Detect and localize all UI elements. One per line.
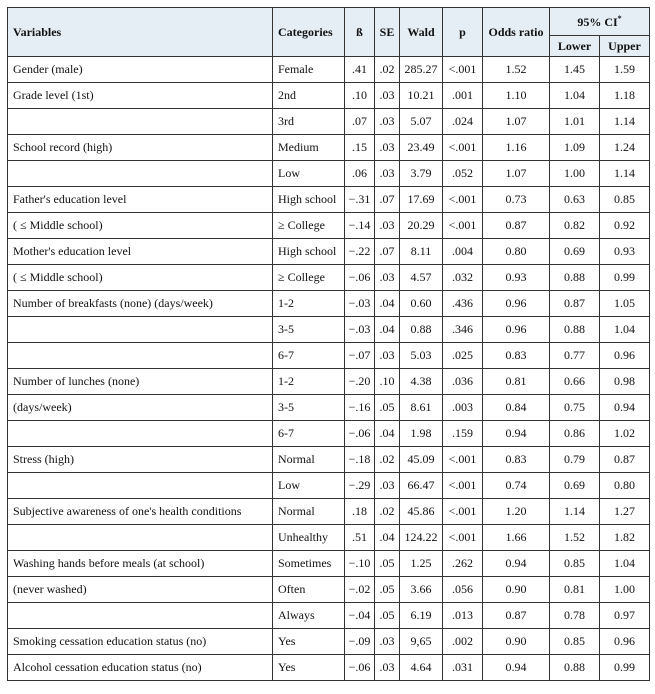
cell-beta: −.10 xyxy=(345,551,375,577)
cell-ci-lower: 1.14 xyxy=(550,499,600,525)
cell-ci-upper: 0.98 xyxy=(600,369,650,395)
cell-se: .05 xyxy=(375,577,400,603)
cell-se: .05 xyxy=(375,603,400,629)
header-odds-ratio: Odds ratio xyxy=(483,8,550,57)
cell-se: .03 xyxy=(375,161,400,187)
cell-category: Sometimes xyxy=(273,551,345,577)
cell-wald: 4.57 xyxy=(400,265,443,291)
cell-ci-lower: 0.75 xyxy=(550,395,600,421)
cell-ci-lower: 0.88 xyxy=(550,317,600,343)
cell-ci-lower: 1.01 xyxy=(550,109,600,135)
cell-beta: −.02 xyxy=(345,577,375,603)
cell-p: .052 xyxy=(443,161,483,187)
cell-beta: −.06 xyxy=(345,421,375,447)
cell-odds-ratio: 0.94 xyxy=(483,551,550,577)
table-row xyxy=(8,109,650,135)
cell-variable xyxy=(8,473,273,499)
cell-se: .04 xyxy=(375,525,400,551)
table-row xyxy=(8,135,650,161)
cell-p: <.001 xyxy=(443,447,483,473)
cell-p: .003 xyxy=(443,395,483,421)
cell-p: <.001 xyxy=(443,57,483,83)
cell-category: Female xyxy=(273,57,345,83)
cell-wald: 0.88 xyxy=(400,317,443,343)
table-row xyxy=(8,317,650,343)
cell-variable: Number of lunches (none) xyxy=(8,369,273,395)
cell-ci-upper: 1.27 xyxy=(600,499,650,525)
cell-p: .031 xyxy=(443,655,483,681)
cell-p: .436 xyxy=(443,291,483,317)
header-ci xyxy=(550,8,650,36)
cell-wald: 8.61 xyxy=(400,395,443,421)
cell-category: 3-5 xyxy=(273,317,345,343)
cell-category: Low xyxy=(273,473,345,499)
table-row xyxy=(8,187,650,213)
cell-p: .024 xyxy=(443,109,483,135)
cell-wald: 6.19 xyxy=(400,603,443,629)
cell-wald: 3.79 xyxy=(400,161,443,187)
cell-variable: ( ≤ Middle school) xyxy=(8,265,273,291)
cell-wald: 10.21 xyxy=(400,83,443,109)
cell-category: ≥ College xyxy=(273,213,345,239)
cell-beta: −.14 xyxy=(345,213,375,239)
cell-variable: Grade level (1st) xyxy=(8,83,273,109)
cell-variable xyxy=(8,343,273,369)
cell-odds-ratio: 1.66 xyxy=(483,525,550,551)
cell-variable xyxy=(8,109,273,135)
cell-odds-ratio: 0.93 xyxy=(483,265,550,291)
cell-odds-ratio: 0.81 xyxy=(483,369,550,395)
cell-ci-lower: 0.87 xyxy=(550,291,600,317)
cell-ci-upper: 1.24 xyxy=(600,135,650,161)
cell-odds-ratio: 0.94 xyxy=(483,655,550,681)
cell-ci-lower: 0.88 xyxy=(550,265,600,291)
table-row xyxy=(8,447,650,473)
cell-p: .032 xyxy=(443,265,483,291)
cell-beta: .06 xyxy=(345,161,375,187)
cell-wald: 5.03 xyxy=(400,343,443,369)
cell-wald: 45.09 xyxy=(400,447,443,473)
cell-se: .03 xyxy=(375,83,400,109)
cell-ci-upper: 0.80 xyxy=(600,473,650,499)
cell-beta: −.20 xyxy=(345,369,375,395)
cell-category: High school xyxy=(273,187,345,213)
cell-beta: −.06 xyxy=(345,265,375,291)
table-body xyxy=(8,57,650,681)
cell-odds-ratio: 0.94 xyxy=(483,421,550,447)
cell-wald: 4.64 xyxy=(400,655,443,681)
cell-wald: 1.25 xyxy=(400,551,443,577)
cell-wald: 8.11 xyxy=(400,239,443,265)
cell-category: Yes xyxy=(273,629,345,655)
cell-odds-ratio: 0.84 xyxy=(483,395,550,421)
cell-p: .346 xyxy=(443,317,483,343)
cell-ci-lower: 0.69 xyxy=(550,473,600,499)
cell-p: .013 xyxy=(443,603,483,629)
cell-ci-lower: 0.78 xyxy=(550,603,600,629)
cell-wald: 45.86 xyxy=(400,499,443,525)
table-row xyxy=(8,83,650,109)
cell-odds-ratio: 0.90 xyxy=(483,577,550,603)
cell-odds-ratio: 0.73 xyxy=(483,187,550,213)
table-row xyxy=(8,291,650,317)
cell-p: .001 xyxy=(443,83,483,109)
cell-category: Low xyxy=(273,161,345,187)
header-variables: Variables xyxy=(8,8,273,57)
cell-ci-lower: 1.45 xyxy=(550,57,600,83)
cell-wald: 5.07 xyxy=(400,109,443,135)
cell-ci-lower: 0.69 xyxy=(550,239,600,265)
cell-ci-upper: 1.04 xyxy=(600,317,650,343)
cell-variable xyxy=(8,317,273,343)
header-p: p xyxy=(443,8,483,57)
cell-odds-ratio: 0.87 xyxy=(483,213,550,239)
cell-ci-upper: 1.00 xyxy=(600,577,650,603)
cell-beta: −.06 xyxy=(345,655,375,681)
cell-ci-upper: 1.02 xyxy=(600,421,650,447)
cell-beta: −.07 xyxy=(345,343,375,369)
cell-odds-ratio: 1.07 xyxy=(483,161,550,187)
cell-category: Normal xyxy=(273,499,345,525)
cell-beta: .10 xyxy=(345,83,375,109)
cell-odds-ratio: 0.87 xyxy=(483,603,550,629)
cell-variable: Alcohol cessation education status (no) xyxy=(8,655,273,681)
cell-p: .025 xyxy=(443,343,483,369)
cell-beta: −.31 xyxy=(345,187,375,213)
cell-variable: Smoking cessation education status (no) xyxy=(8,629,273,655)
cell-ci-upper: 0.99 xyxy=(600,655,650,681)
cell-beta: .51 xyxy=(345,525,375,551)
cell-se: .03 xyxy=(375,655,400,681)
cell-odds-ratio: 0.96 xyxy=(483,317,550,343)
cell-ci-upper: 0.85 xyxy=(600,187,650,213)
cell-wald: 124.22 xyxy=(400,525,443,551)
cell-ci-lower: 0.66 xyxy=(550,369,600,395)
header-ci-footnote-mark: * xyxy=(617,13,622,23)
cell-se: .03 xyxy=(375,473,400,499)
cell-ci-upper: 0.96 xyxy=(600,343,650,369)
cell-category: 6-7 xyxy=(273,343,345,369)
table-row xyxy=(8,213,650,239)
cell-se: .03 xyxy=(375,135,400,161)
cell-ci-lower: 0.63 xyxy=(550,187,600,213)
cell-category: Often xyxy=(273,577,345,603)
cell-category: 3-5 xyxy=(273,395,345,421)
cell-odds-ratio: 0.90 xyxy=(483,629,550,655)
cell-se: .03 xyxy=(375,629,400,655)
cell-variable xyxy=(8,603,273,629)
cell-wald: 23.49 xyxy=(400,135,443,161)
cell-ci-upper: 1.82 xyxy=(600,525,650,551)
cell-se: .05 xyxy=(375,551,400,577)
cell-ci-lower: 0.79 xyxy=(550,447,600,473)
cell-se: .04 xyxy=(375,291,400,317)
table-row xyxy=(8,265,650,291)
cell-beta: −.09 xyxy=(345,629,375,655)
cell-p: <.001 xyxy=(443,187,483,213)
cell-odds-ratio: 0.74 xyxy=(483,473,550,499)
table-row xyxy=(8,343,650,369)
cell-ci-upper: 0.93 xyxy=(600,239,650,265)
cell-variable: Mother's education level xyxy=(8,239,273,265)
cell-se: .03 xyxy=(375,343,400,369)
cell-ci-upper: 1.14 xyxy=(600,109,650,135)
cell-category: 3rd xyxy=(273,109,345,135)
cell-ci-lower: 0.88 xyxy=(550,655,600,681)
table-row xyxy=(8,525,650,551)
cell-se: .07 xyxy=(375,187,400,213)
cell-category: 1-2 xyxy=(273,369,345,395)
cell-variable: (days/week) xyxy=(8,395,273,421)
cell-ci-upper: 1.59 xyxy=(600,57,650,83)
cell-p: .262 xyxy=(443,551,483,577)
cell-variable: Gender (male) xyxy=(8,57,273,83)
cell-variable: School record (high) xyxy=(8,135,273,161)
cell-odds-ratio: 1.16 xyxy=(483,135,550,161)
table-row xyxy=(8,577,650,603)
cell-ci-lower: 0.82 xyxy=(550,213,600,239)
cell-ci-lower: 0.81 xyxy=(550,577,600,603)
cell-category: 6-7 xyxy=(273,421,345,447)
cell-category: 1-2 xyxy=(273,291,345,317)
cell-wald: 3.66 xyxy=(400,577,443,603)
cell-wald: 1.98 xyxy=(400,421,443,447)
header-wald: Wald xyxy=(400,8,443,57)
table-row xyxy=(8,369,650,395)
cell-ci-lower: 1.52 xyxy=(550,525,600,551)
cell-variable xyxy=(8,525,273,551)
cell-p: <.001 xyxy=(443,473,483,499)
table-row xyxy=(8,473,650,499)
cell-wald: 4.38 xyxy=(400,369,443,395)
cell-ci-upper: 0.99 xyxy=(600,265,650,291)
cell-se: .03 xyxy=(375,213,400,239)
cell-odds-ratio: 1.10 xyxy=(483,83,550,109)
cell-se: .10 xyxy=(375,369,400,395)
regression-table xyxy=(7,7,650,681)
cell-wald: 66.47 xyxy=(400,473,443,499)
header-ci-label: 95% CI xyxy=(577,14,618,29)
cell-category: Always xyxy=(273,603,345,629)
cell-se: .02 xyxy=(375,499,400,525)
cell-p: <.001 xyxy=(443,213,483,239)
cell-p: <.001 xyxy=(443,135,483,161)
cell-wald: 9,65 xyxy=(400,629,443,655)
cell-beta: .18 xyxy=(345,499,375,525)
cell-category: Normal xyxy=(273,447,345,473)
cell-ci-upper: 1.04 xyxy=(600,551,650,577)
cell-p: .159 xyxy=(443,421,483,447)
table-row xyxy=(8,629,650,655)
cell-variable xyxy=(8,421,273,447)
cell-beta: −.03 xyxy=(345,317,375,343)
cell-p: <.001 xyxy=(443,525,483,551)
cell-p: .002 xyxy=(443,629,483,655)
cell-category: High school xyxy=(273,239,345,265)
cell-p: .004 xyxy=(443,239,483,265)
cell-category: 2nd xyxy=(273,83,345,109)
cell-variable: Subjective awareness of one's health conditions xyxy=(8,499,273,525)
cell-beta: −.16 xyxy=(345,395,375,421)
table-row xyxy=(8,239,650,265)
cell-se: .05 xyxy=(375,395,400,421)
header-se: SE xyxy=(375,8,400,57)
header-categories: Categories xyxy=(273,8,345,57)
cell-beta: .41 xyxy=(345,57,375,83)
cell-odds-ratio: 0.83 xyxy=(483,447,550,473)
cell-p: .056 xyxy=(443,577,483,603)
cell-ci-lower: 0.77 xyxy=(550,343,600,369)
cell-p: .036 xyxy=(443,369,483,395)
cell-ci-lower: 1.09 xyxy=(550,135,600,161)
cell-variable xyxy=(8,161,273,187)
cell-odds-ratio: 1.07 xyxy=(483,109,550,135)
cell-variable: Number of breakfasts (none) (days/week) xyxy=(8,291,273,317)
table-row xyxy=(8,57,650,83)
cell-se: .02 xyxy=(375,57,400,83)
cell-se: .04 xyxy=(375,317,400,343)
cell-p: <.001 xyxy=(443,499,483,525)
table-row xyxy=(8,421,650,447)
cell-ci-upper: 0.94 xyxy=(600,395,650,421)
table-header xyxy=(8,8,650,57)
table-row xyxy=(8,655,650,681)
cell-variable: Stress (high) xyxy=(8,447,273,473)
cell-ci-upper: 1.18 xyxy=(600,83,650,109)
cell-wald: 17.69 xyxy=(400,187,443,213)
cell-ci-lower: 0.85 xyxy=(550,551,600,577)
cell-ci-lower: 1.00 xyxy=(550,161,600,187)
cell-ci-upper: 1.14 xyxy=(600,161,650,187)
cell-ci-upper: 0.97 xyxy=(600,603,650,629)
table-row xyxy=(8,603,650,629)
cell-variable: Washing hands before meals (at school) xyxy=(8,551,273,577)
header-beta: ß xyxy=(345,8,375,57)
cell-beta: .07 xyxy=(345,109,375,135)
cell-odds-ratio: 0.96 xyxy=(483,291,550,317)
cell-category: Unhealthy xyxy=(273,525,345,551)
cell-se: .04 xyxy=(375,421,400,447)
header-upper: Upper xyxy=(600,36,650,57)
cell-variable: ( ≤ Middle school) xyxy=(8,213,273,239)
cell-ci-upper: 0.96 xyxy=(600,629,650,655)
cell-beta: −.29 xyxy=(345,473,375,499)
cell-variable: (never washed) xyxy=(8,577,273,603)
cell-ci-upper: 0.92 xyxy=(600,213,650,239)
table-row xyxy=(8,499,650,525)
cell-wald: 0.60 xyxy=(400,291,443,317)
cell-wald: 20.29 xyxy=(400,213,443,239)
cell-wald: 285.27 xyxy=(400,57,443,83)
cell-ci-lower: 1.04 xyxy=(550,83,600,109)
cell-se: .03 xyxy=(375,109,400,135)
cell-category: Medium xyxy=(273,135,345,161)
cell-ci-upper: 0.87 xyxy=(600,447,650,473)
cell-beta: −.22 xyxy=(345,239,375,265)
cell-se: .02 xyxy=(375,447,400,473)
cell-variable: Father's education level xyxy=(8,187,273,213)
cell-category: Yes xyxy=(273,655,345,681)
cell-odds-ratio: 1.52 xyxy=(483,57,550,83)
cell-category: ≥ College xyxy=(273,265,345,291)
table-row xyxy=(8,551,650,577)
cell-ci-upper: 1.05 xyxy=(600,291,650,317)
cell-beta: .15 xyxy=(345,135,375,161)
cell-se: .03 xyxy=(375,265,400,291)
cell-odds-ratio: 0.83 xyxy=(483,343,550,369)
cell-ci-lower: 0.86 xyxy=(550,421,600,447)
table-row xyxy=(8,395,650,421)
cell-odds-ratio: 0.80 xyxy=(483,239,550,265)
cell-beta: −.04 xyxy=(345,603,375,629)
cell-se: .07 xyxy=(375,239,400,265)
cell-odds-ratio: 1.20 xyxy=(483,499,550,525)
cell-ci-lower: 0.85 xyxy=(550,629,600,655)
cell-beta: −.18 xyxy=(345,447,375,473)
cell-beta: −.03 xyxy=(345,291,375,317)
header-lower: Lower xyxy=(550,36,600,57)
table-row xyxy=(8,161,650,187)
